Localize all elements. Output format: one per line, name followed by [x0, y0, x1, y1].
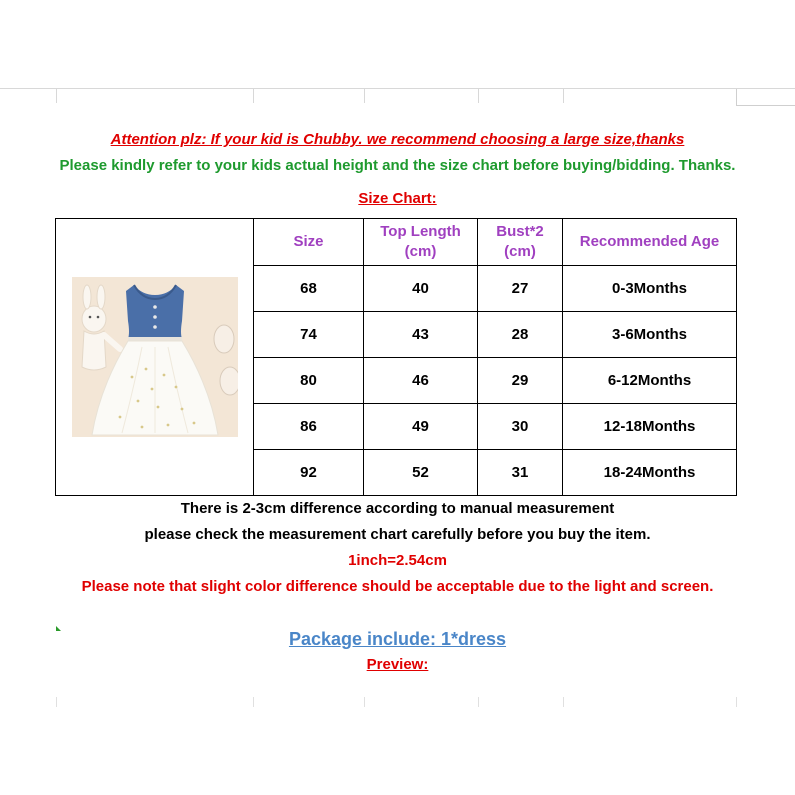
top-divider — [0, 88, 795, 89]
ruler-tick — [364, 89, 365, 103]
corner-box — [736, 89, 795, 106]
inch-conversion-note: 1inch=2.54cm — [348, 552, 447, 569]
ruler-tick — [56, 89, 57, 103]
dress-product-image — [72, 277, 238, 437]
table-header-row — [56, 219, 737, 266]
attention-note: Attention plz: If your kid is Chubby. we recommend choosing a large size,thanks — [110, 131, 685, 148]
cell-top-length: 43 — [364, 312, 478, 358]
cell-age: 0-3Months — [563, 266, 737, 312]
cell-age: 3-6Months — [563, 312, 737, 358]
cell-bust: 27 — [478, 266, 563, 312]
ruler-tick — [253, 697, 254, 707]
cell-bust: 29 — [478, 358, 563, 404]
ruler-tick — [736, 697, 737, 707]
ruler-tick — [563, 697, 564, 707]
cell-bust: 31 — [478, 450, 563, 496]
ruler-tick — [478, 697, 479, 707]
cell-bust: 30 — [478, 404, 563, 450]
cell-age: 18-24Months — [563, 450, 737, 496]
cell-top-length: 40 — [364, 266, 478, 312]
cell-size: 92 — [254, 450, 364, 496]
cell-top-length: 49 — [364, 404, 478, 450]
header-size: Size — [254, 219, 364, 266]
ruler-tick — [56, 697, 57, 707]
cell-bust: 28 — [478, 312, 563, 358]
ruler-tick — [364, 697, 365, 707]
header-top-length: Top Length (cm) — [364, 219, 478, 266]
ruler-tick — [563, 89, 564, 103]
preview-label: Preview: — [366, 656, 429, 673]
size-chart-label: Size Chart: — [358, 190, 437, 207]
header-recommended-age: Recommended Age — [563, 219, 737, 266]
cell-size: 68 — [254, 266, 364, 312]
cell-age: 12-18Months — [563, 404, 737, 450]
product-image-cell — [56, 219, 254, 496]
color-difference-note: Please note that slight color difference should be acceptable due to the light and screen. — [81, 578, 714, 595]
cell-age: 6-12Months — [563, 358, 737, 404]
ruler-tick — [253, 89, 254, 103]
cell-top-length: 52 — [364, 450, 478, 496]
size-chart-table — [55, 218, 737, 496]
refer-note: Please kindly refer to your kids actual height and the size chart before buying/bidding. Thanks. — [59, 157, 736, 174]
cell-size: 74 — [254, 312, 364, 358]
cell-top-length: 46 — [364, 358, 478, 404]
check-chart-note: please check the measurement chart carefully before you buy the item. — [144, 526, 651, 543]
ruler-tick — [478, 89, 479, 103]
header-bust: Bust*2 (cm) — [478, 219, 563, 266]
package-include: Package include: 1*dress — [288, 629, 507, 649]
measurement-difference-note: There is 2-3cm difference according to manual measurement — [180, 500, 615, 517]
cell-size: 80 — [254, 358, 364, 404]
cell-size: 86 — [254, 404, 364, 450]
